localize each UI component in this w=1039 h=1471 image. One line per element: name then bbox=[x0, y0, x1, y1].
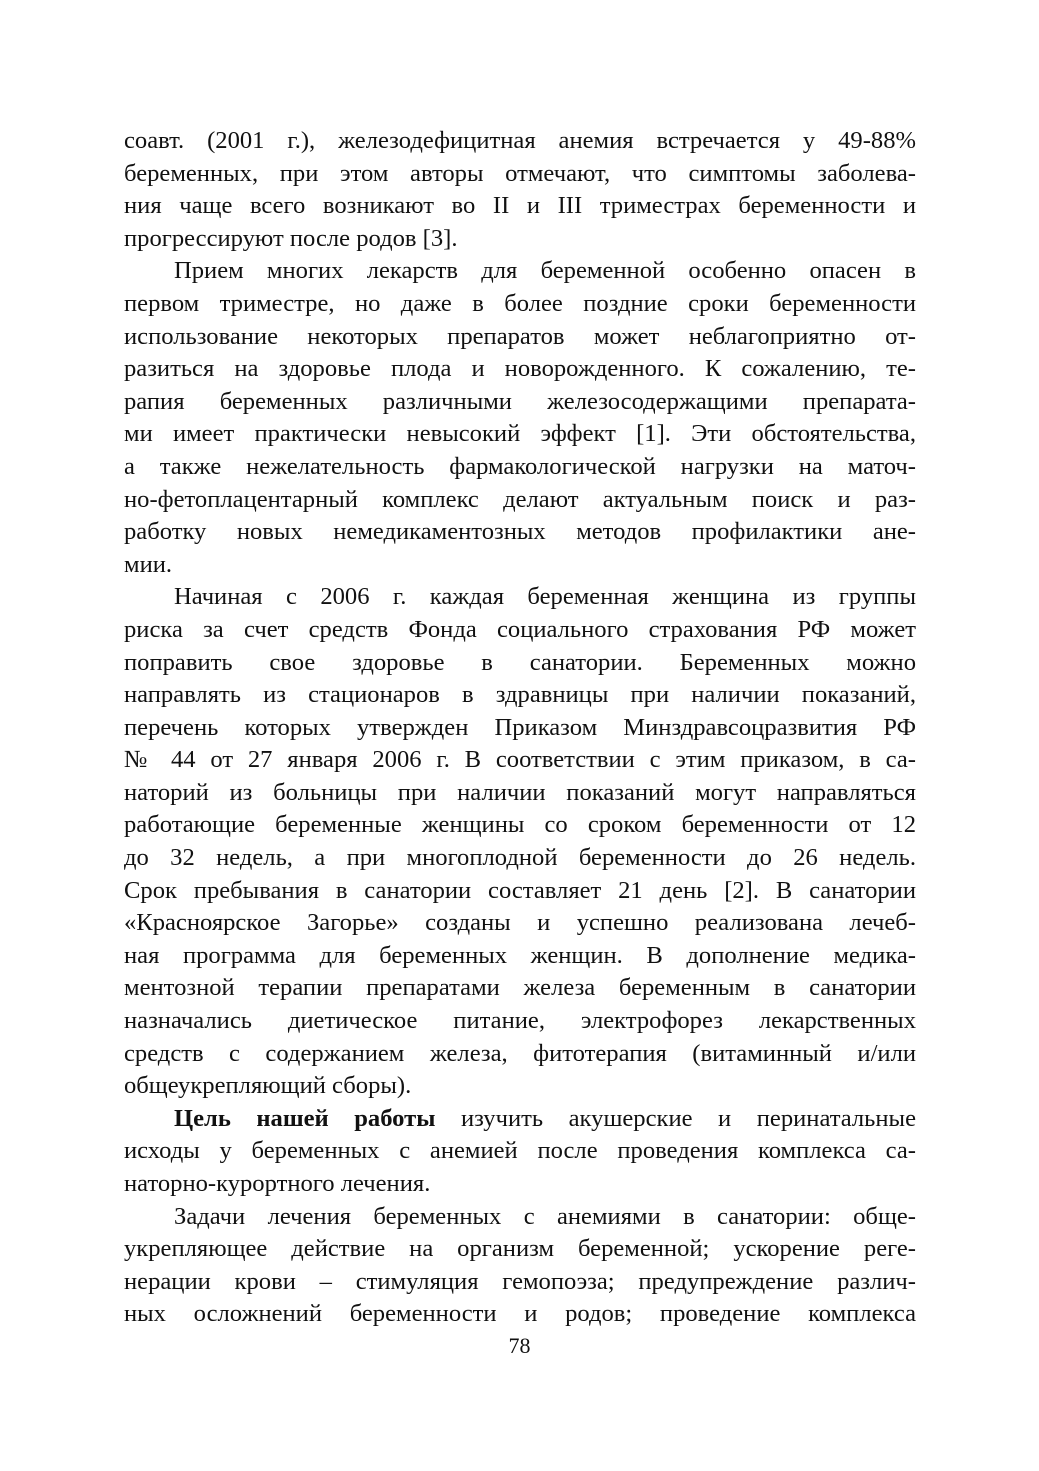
text-line: общеукрепляющий сборы). bbox=[124, 1072, 412, 1100]
text-line: «Красноярское Загорье» созданы и успешно реализована лечеб- bbox=[124, 909, 916, 937]
text-line: Начиная с 2006 г. каждая беременная женщина из группы bbox=[174, 583, 916, 611]
text-line: до 32 недель, а при многоплодной беременности до 26 недель. bbox=[124, 844, 916, 872]
text-line: риска за счет средств Фонда социального страхования РФ может bbox=[124, 615, 916, 643]
text-line: ния чаще всего возникают во II и III триместрах беременности и bbox=[124, 192, 916, 220]
text-line: беременных, при этом авторы отмечают, что симптомы заболева- bbox=[124, 159, 916, 187]
text-line: направлять из стационаров в здравницы при наличии показаний, bbox=[124, 681, 916, 709]
text-line: поправить свое здоровье в санатории. Беременных можно bbox=[124, 648, 916, 676]
text-line: разиться на здоровье плода и новорожденного. К сожалению, те- bbox=[124, 355, 916, 383]
text-line: исходы у беременных с анемией после проведения комплекса са- bbox=[124, 1137, 916, 1165]
text-line: ных осложнений беременности и родов; проведение комплекса bbox=[124, 1300, 916, 1328]
text-line: первом триместре, но даже в более поздние сроки беременности bbox=[124, 289, 916, 317]
bold-lead-in: Цель нашей работы bbox=[174, 1104, 436, 1132]
text-line: наторно-курортного лечения. bbox=[124, 1170, 431, 1197]
text-line: а также нежелательность фармакологической нагрузки на маточ- bbox=[124, 452, 916, 480]
text-line: назначались диетическое питание, электрофорез лекарственных bbox=[124, 1007, 916, 1035]
text-line: Задачи лечения беременных с анемиями в санатории: обще- bbox=[174, 1202, 916, 1230]
text-line: наторий из больницы при наличии показаний могут направляться bbox=[124, 778, 916, 806]
text-line: ми имеет практически невысокий эффект [1]. Эти обстоятельства, bbox=[124, 420, 916, 448]
text-line: укрепляющее действие на организм беременной; ускорение реге- bbox=[124, 1235, 916, 1263]
text-line: соавт. (2001 г.), железодефицитная анемия встречается у 49-88% bbox=[124, 127, 916, 154]
text-line: рапия беременных различными железосодержащими препарата- bbox=[124, 387, 916, 415]
text-line: работку новых немедикаментозных методов профилактики ане- bbox=[124, 518, 916, 546]
page-number: 78 bbox=[508, 1333, 531, 1358]
text-line: использование некоторых препаратов может неблагоприятно от- bbox=[124, 322, 916, 350]
text-line: ментозной терапии препаратами железа беременным в санатории bbox=[124, 974, 916, 1002]
text-line: нерации крови – стимуляция гемопоэза; предупреждение различ- bbox=[124, 1267, 916, 1295]
text-line: работающие беременные женщины со сроком беременности от 12 bbox=[124, 811, 916, 839]
text-line: но-фетоплацентарный комплекс делают актуальным поиск и раз- bbox=[124, 485, 916, 513]
body-text bbox=[124, 125, 916, 1331]
text-line: мии. bbox=[124, 550, 173, 578]
text-line bbox=[124, 1103, 916, 1136]
text-line: Срок пребывания в санатории составляет 21 день [2]. В санатории bbox=[124, 876, 916, 904]
text-line: средств с содержанием железа, фитотерапия (витаминный и/или bbox=[124, 1039, 916, 1067]
text-line: перечень которых утвержден Приказом Минздравсоцразвития РФ bbox=[124, 713, 916, 741]
text-line: ная программа для беременных женщин. В дополнение медика- bbox=[124, 941, 916, 969]
text-line: Прием многих лекарств для беременной особенно опасен в bbox=[174, 257, 916, 285]
text-run: изучить акушерские и перинатальные bbox=[435, 1104, 916, 1132]
text-line: № 44 от 27 января 2006 г. В соответствии с этим приказом, в са- bbox=[124, 746, 916, 774]
text-line: прогрессируют после родов [3]. bbox=[124, 224, 458, 252]
